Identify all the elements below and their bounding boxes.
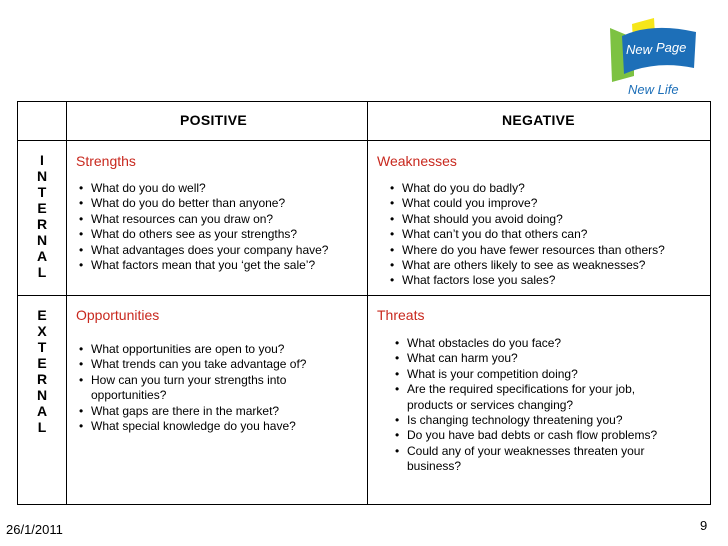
strengths-list	[79, 181, 364, 273]
opportunities-list	[79, 342, 324, 434]
list-item: • Could any of your weaknesses threaten your business?	[395, 444, 672, 475]
list-item: • What factors mean that you ‘get the sale’?	[79, 258, 364, 273]
list-item: • What can’t you do that others can?	[390, 227, 700, 242]
page-number: 9	[700, 518, 708, 533]
list-item: • Is changing technology threatening you?	[395, 413, 695, 428]
strengths-title: Strengths	[76, 153, 136, 169]
weaknesses-title: Weaknesses	[377, 153, 457, 169]
list-item: • What do you do better than anyone?	[79, 196, 364, 211]
list-item: • Do you have bad debts or cash flow problems?	[395, 428, 695, 443]
threats-title: Threats	[377, 307, 425, 323]
list-item: • What are others likely to see as weaknesses?	[390, 258, 700, 273]
row-divider	[18, 295, 710, 296]
logo-graphic	[604, 16, 700, 98]
logo-line2: Page	[656, 40, 687, 55]
logo-line1: New	[626, 42, 653, 57]
row-header-divider	[66, 102, 67, 504]
opportunities-title: Opportunities	[76, 307, 160, 323]
weaknesses-list	[390, 181, 700, 289]
list-item: • Are the required specifications for your job, products or services changing?	[395, 382, 667, 413]
list-item: • Where do you have fewer resources than others?	[390, 243, 700, 258]
list-item: • What do others see as your strengths?	[79, 227, 364, 242]
list-item: • What special knowledge do you have?	[79, 419, 324, 434]
swot-table	[17, 101, 711, 505]
list-item: • What could you improve?	[390, 196, 700, 211]
list-item: • What do you do well?	[79, 181, 364, 196]
list-item: • What factors lose you sales?	[390, 273, 700, 288]
logo-tagline: New Life	[628, 82, 679, 97]
list-item: • What is your competition doing?	[395, 367, 695, 382]
list-item: • What do you do badly?	[390, 181, 700, 196]
col-header-positive: POSITIVE	[180, 112, 247, 128]
new-page-logo	[604, 16, 700, 98]
row-header-external-text: EXTERNAL	[36, 307, 48, 435]
list-item: • What obstacles do you face?	[395, 336, 695, 351]
list-item: • What trends can you take advantage of?	[79, 357, 324, 372]
list-item: • What gaps are there in the market?	[79, 404, 324, 419]
list-item: • How can you turn your strengths into opportunities?	[79, 373, 324, 404]
row-header-external	[32, 307, 52, 435]
list-item: • What can harm you?	[395, 351, 695, 366]
header-divider	[18, 140, 710, 141]
column-divider	[367, 102, 368, 504]
slide-date: 26/1/2011	[6, 522, 63, 537]
list-item: • What should you avoid doing?	[390, 212, 700, 227]
col-header-negative: NEGATIVE	[502, 112, 575, 128]
row-header-internal-text: INTERNAL	[36, 152, 48, 280]
list-item: • What resources can you draw on?	[79, 212, 364, 227]
threats-list	[395, 336, 695, 475]
list-item: • What opportunities are open to you?	[79, 342, 324, 357]
row-header-internal	[32, 152, 52, 280]
list-item: • What advantages does your company have?	[79, 243, 364, 258]
